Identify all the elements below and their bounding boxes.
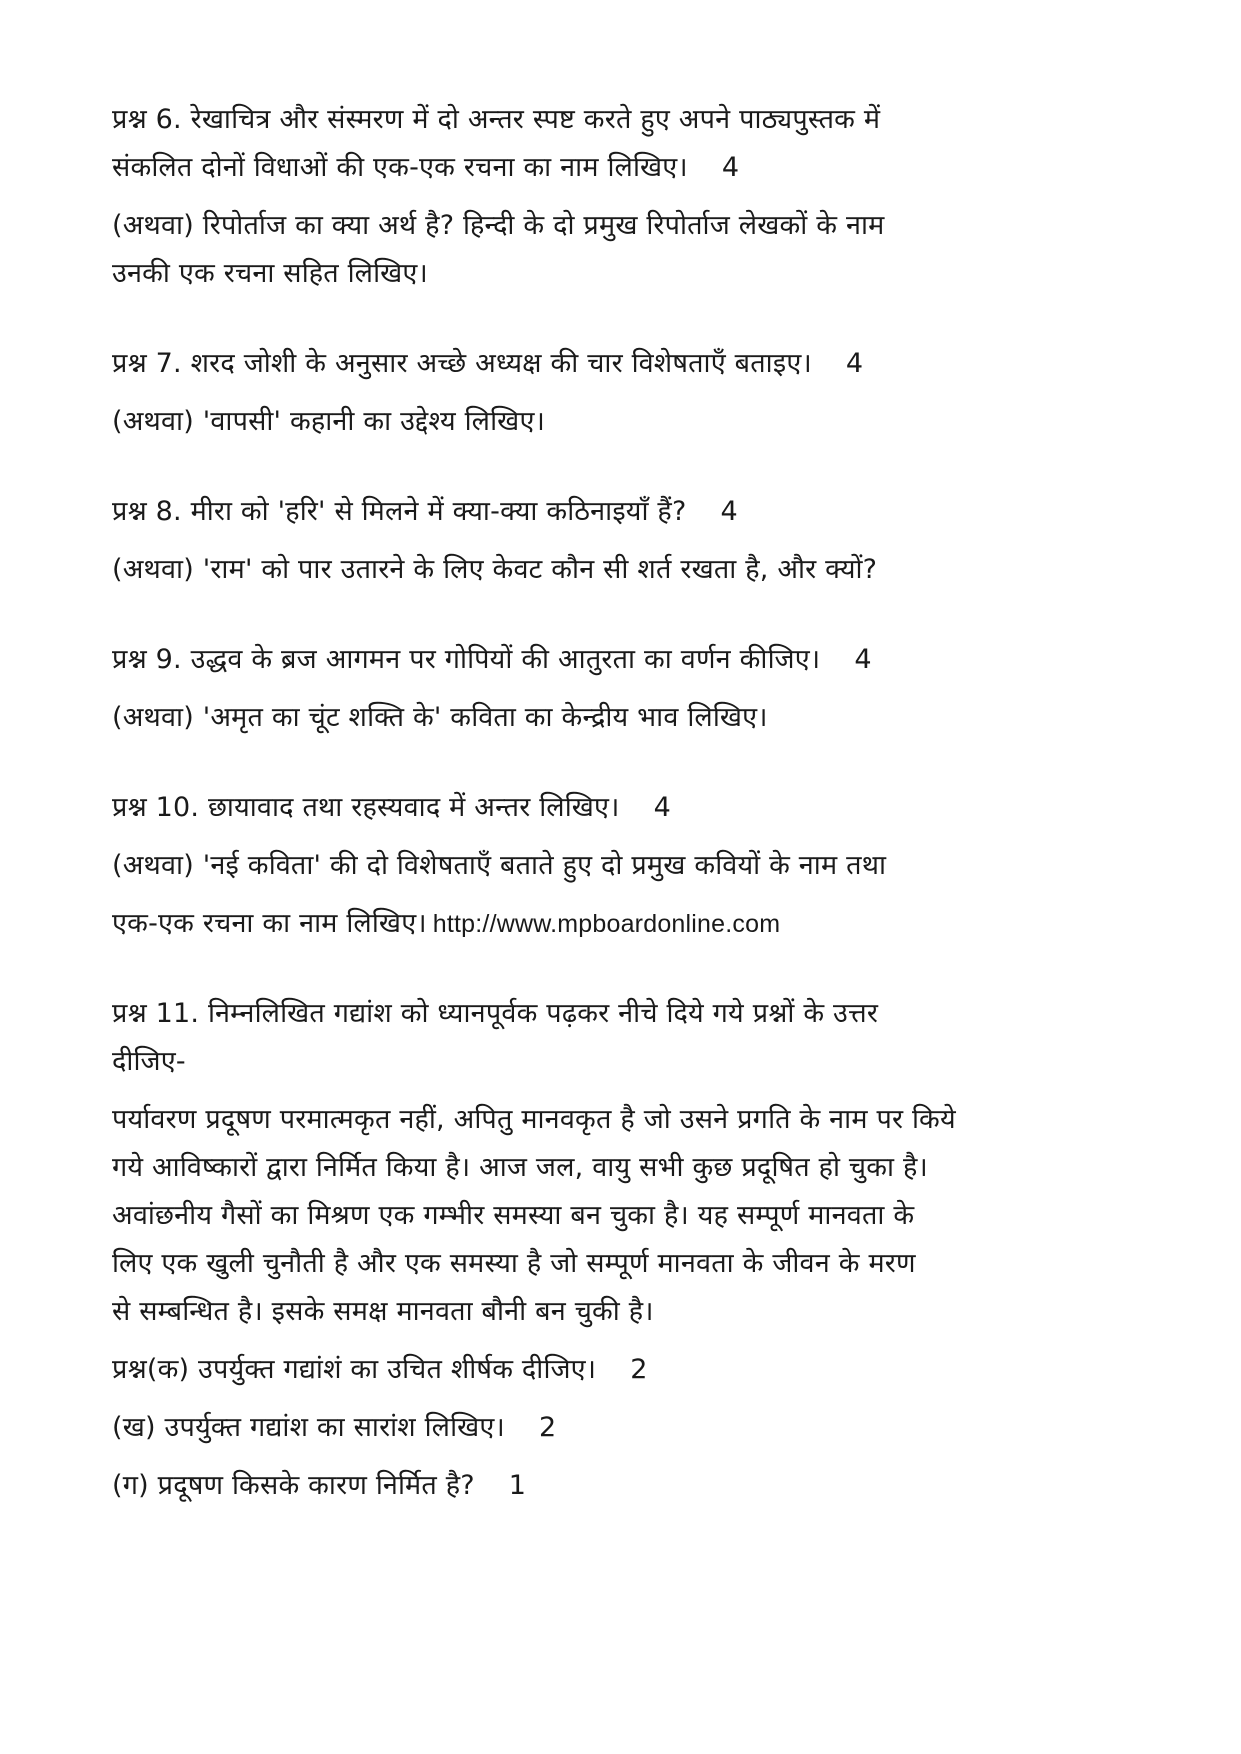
question-9-text: प्रश्न 9. उद्धव के ब्रज आगमन पर गोपियों की आतुरता का वर्णन कीजिए। bbox=[112, 644, 821, 675]
question-9 bbox=[112, 636, 1121, 742]
question-8-text: प्रश्न 8. मीरा को 'हरि' से मिलने में क्या-क्या कठिनाइयाँ हैं? bbox=[112, 496, 687, 527]
passage-line: लिए एक खुली चुनौती है और एक समस्या है जो सम्पूर्ण मानवता के जीवन के मरण bbox=[112, 1248, 916, 1279]
question-10-alt-line-2 bbox=[112, 900, 1121, 948]
sub-question-b-marks: 2 bbox=[539, 1412, 557, 1443]
question-10 bbox=[112, 784, 1121, 948]
sub-question-c bbox=[112, 1462, 1121, 1510]
question-6-line-2 bbox=[112, 144, 1121, 192]
question-7-marks: 4 bbox=[845, 348, 864, 379]
passage-line: पर्यावरण प्रदूषण परमात्मकृत नहीं, अपितु मानवकृत है जो उसने प्रगति के नाम पर किये bbox=[112, 1104, 956, 1135]
question-7-alt-line-1: (अथवा) 'वापसी' कहानी का उद्देश्य लिखिए। bbox=[112, 406, 546, 437]
passage-line: अवांछनीय गैसों का मिश्रण एक गम्भीर समस्या बन चुका है। यह सम्पूर्ण मानवता के bbox=[112, 1200, 915, 1231]
question-9-line-1 bbox=[112, 636, 1121, 684]
sub-question-b bbox=[112, 1404, 1121, 1452]
question-10-marks: 4 bbox=[653, 792, 671, 823]
question-7-line-1 bbox=[112, 340, 1121, 388]
question-7-text: प्रश्न 7. शरद जोशी के अनुसार अच्छे अध्यक्ष की चार विशेषताएँ बताइए। bbox=[112, 348, 812, 379]
question-11-line-1: प्रश्न 11. निम्नलिखित गद्यांश को ध्यानपूर्वक पढ़कर नीचे दिये गये प्रश्नों के उत्तर bbox=[112, 998, 879, 1029]
passage-line: गये आविष्कारों द्वारा निर्मित किया है। आज जल, वायु सभी कुछ प्रदूषित हो चुका है। bbox=[112, 1152, 928, 1183]
question-6-marks: 4 bbox=[721, 152, 740, 183]
question-6-line-1: प्रश्न 6. रेखाचित्र और संस्मरण में दो अन्तर स्पष्ट करते हुए अपने पाठ्यपुस्तक में bbox=[112, 104, 881, 135]
question-9-marks: 4 bbox=[854, 644, 872, 675]
sub-question-c-text: (ग) प्रदूषण किसके कारण निर्मित है? bbox=[112, 1470, 475, 1501]
question-8-alt-line-1: (अथवा) 'राम' को पार उतारने के लिए केवट कौन सी शर्त रखता है, और क्यों? bbox=[112, 554, 878, 585]
question-8-line-1 bbox=[112, 488, 1121, 536]
sub-question-c-marks: 1 bbox=[508, 1470, 527, 1501]
question-10-alt-line-1: (अथवा) 'नई कविता' की दो विशेषताएँ बताते हुए दो प्रमुख कवियों के नाम तथा bbox=[112, 850, 887, 881]
passage bbox=[112, 1096, 1121, 1336]
source-url-link[interactable]: http://www.mpboardonline.com bbox=[432, 910, 781, 938]
sub-question-b-text: (ख) उपर्युक्त गद्यांश का सारांश लिखिए। bbox=[112, 1412, 505, 1443]
sub-question-a bbox=[112, 1346, 1121, 1394]
question-11-line-2: दीजिए- bbox=[112, 1046, 186, 1077]
question-10-alt-line-2-text: एक-एक रचना का नाम लिखिए। bbox=[112, 908, 427, 939]
question-8 bbox=[112, 488, 1121, 594]
question-6-alt-line-1: (अथवा) रिपोर्ताज का क्या अर्थ है? हिन्दी के दो प्रमुख रिपोर्ताज लेखकों के नाम bbox=[112, 210, 885, 241]
question-10-line-1 bbox=[112, 784, 1121, 832]
sub-question-a-marks: 2 bbox=[630, 1354, 648, 1385]
question-7 bbox=[112, 340, 1121, 446]
question-6-alt-line-2: उनकी एक रचना सहित लिखिए। bbox=[112, 258, 428, 289]
question-9-alt-line-1: (अथवा) 'अमृत का चूंट शक्ति के' कविता का केन्द्रीय भाव लिखिए। bbox=[112, 702, 768, 733]
question-6 bbox=[112, 96, 1121, 298]
question-10-text: प्रश्न 10. छायावाद तथा रहस्यवाद में अन्तर लिखिए। bbox=[112, 792, 620, 823]
question-11 bbox=[112, 990, 1121, 1510]
passage-line: से सम्बन्धित है। इसके समक्ष मानवता बौनी बन चुकी है। bbox=[112, 1296, 654, 1327]
question-6-line-2-text: संकलित दोनों विधाओं की एक-एक रचना का नाम लिखिए। bbox=[112, 152, 688, 183]
question-8-marks: 4 bbox=[720, 496, 738, 527]
sub-question-a-text: प्रश्न(क) उपर्युक्त गद्यांशं का उचित शीर्षक दीजिए। bbox=[112, 1354, 597, 1385]
